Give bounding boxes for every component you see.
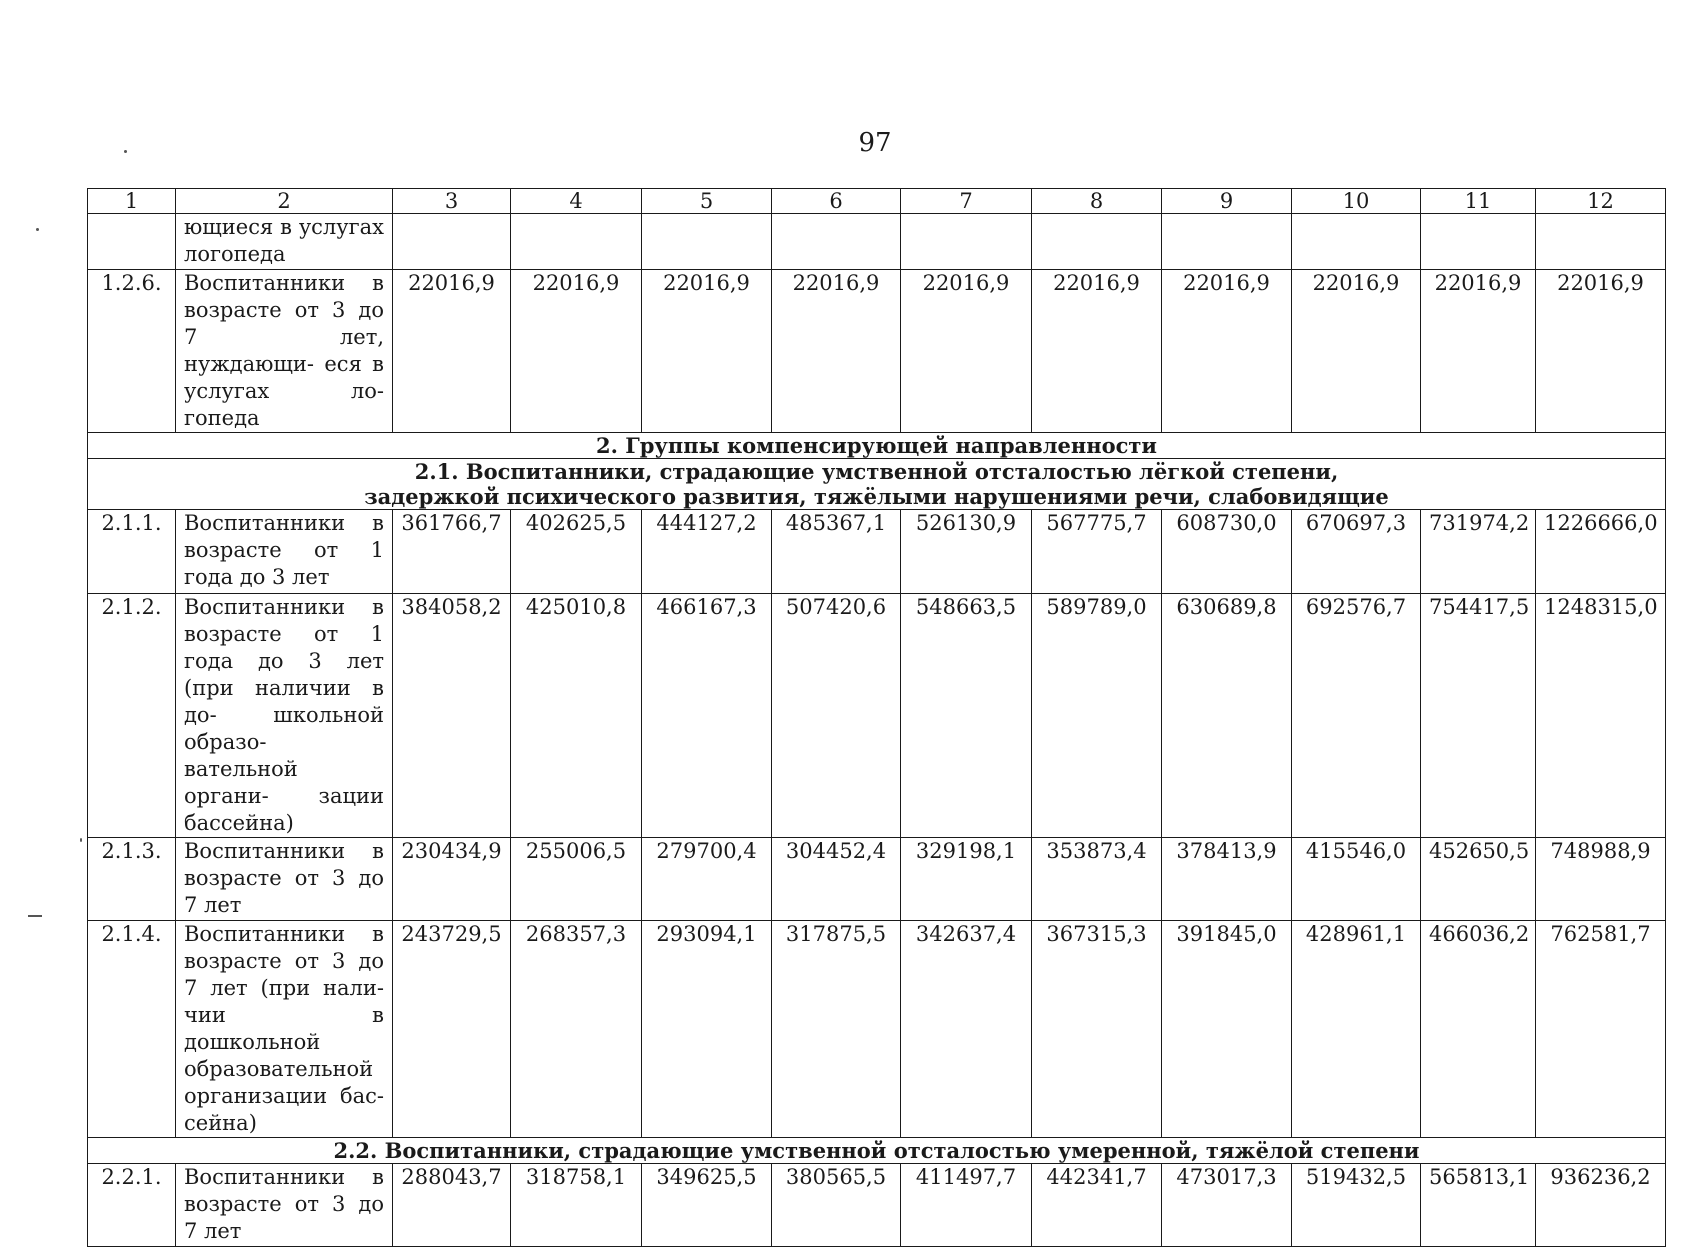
row-value: 22016,9 — [1292, 270, 1421, 433]
column-number-header: 7 — [901, 189, 1032, 214]
row-value: 22016,9 — [1421, 270, 1536, 433]
row-value: 630689,8 — [1162, 594, 1292, 838]
table-row-2-1-2 — [88, 594, 1666, 838]
row-value: 22016,9 — [1162, 270, 1292, 433]
row-description: ющиеся в услугах логопеда — [176, 214, 393, 270]
section-heading-2-1-line-2: задержкой психического развития, тяжёлыми нарушениями речи, слабовидящие — [364, 484, 1389, 509]
row-description: Воспитанники в возрасте от 3 до 7 лет (при нали- чии в дошкольной образовательной организации бас- сейна) — [176, 921, 393, 1138]
row-value: 378413,9 — [1162, 838, 1292, 921]
row-value: 507420,6 — [772, 594, 901, 838]
column-number-header: 1 — [88, 189, 176, 214]
row-value: 349625,5 — [642, 1164, 772, 1247]
scan-speck — [80, 838, 82, 842]
row-value: 567775,7 — [1032, 510, 1162, 594]
table-row-1-2-6 — [88, 270, 1666, 433]
row-value: 1248315,0 — [1536, 594, 1666, 838]
row-value: 288043,7 — [393, 1164, 511, 1247]
row-value: 255006,5 — [511, 838, 642, 921]
column-number-header: 12 — [1536, 189, 1666, 214]
column-number-header: 10 — [1292, 189, 1421, 214]
row-value — [1032, 214, 1162, 270]
table-row-continuation — [88, 214, 1666, 270]
row-value: 367315,3 — [1032, 921, 1162, 1138]
row-value: 442341,7 — [1032, 1164, 1162, 1247]
row-value: 608730,0 — [1162, 510, 1292, 594]
row-code: 2.1.3. — [88, 838, 176, 921]
row-value: 692576,7 — [1292, 594, 1421, 838]
row-value: 1226666,0 — [1536, 510, 1666, 594]
row-code: 2.1.2. — [88, 594, 176, 838]
row-value: 342637,4 — [901, 921, 1032, 1138]
row-value: 230434,9 — [393, 838, 511, 921]
column-number-header: 3 — [393, 189, 511, 214]
row-value: 444127,2 — [642, 510, 772, 594]
row-value: 548663,5 — [901, 594, 1032, 838]
row-value: 391845,0 — [1162, 921, 1292, 1138]
row-value: 466036,2 — [1421, 921, 1536, 1138]
row-value: 22016,9 — [772, 270, 901, 433]
table-row-2-1-4 — [88, 921, 1666, 1138]
row-value: 519432,5 — [1292, 1164, 1421, 1247]
row-value: 754417,5 — [1421, 594, 1536, 838]
section-row-2 — [88, 433, 1666, 459]
row-value: 731974,2 — [1421, 510, 1536, 594]
column-number-header: 6 — [772, 189, 901, 214]
row-value: 526130,9 — [901, 510, 1032, 594]
row-value — [1421, 214, 1536, 270]
row-value — [511, 214, 642, 270]
column-number-header: 4 — [511, 189, 642, 214]
row-value: 317875,5 — [772, 921, 901, 1138]
row-value: 380565,5 — [772, 1164, 901, 1247]
row-value: 565813,1 — [1421, 1164, 1536, 1247]
row-value — [642, 214, 772, 270]
row-value — [1292, 214, 1421, 270]
row-value: 415546,0 — [1292, 838, 1421, 921]
row-value — [1536, 214, 1666, 270]
row-code — [88, 214, 176, 270]
column-number-header: 2 — [176, 189, 393, 214]
row-value: 304452,4 — [772, 838, 901, 921]
row-description: Воспитанники в возрасте от 3 до 7 лет — [176, 1164, 393, 1247]
table-row-2-1-3 — [88, 838, 1666, 921]
table-row-2-2-1 — [88, 1164, 1666, 1247]
tariff-table — [87, 188, 1666, 1247]
row-value — [393, 214, 511, 270]
row-value: 22016,9 — [393, 270, 511, 433]
row-code: 1.2.6. — [88, 270, 176, 433]
column-number-header: 11 — [1421, 189, 1536, 214]
row-code: 2.1.4. — [88, 921, 176, 1138]
section-heading-2: 2. Группы компенсирующей направленности — [88, 433, 1666, 459]
row-value: 243729,5 — [393, 921, 511, 1138]
row-value: 402625,5 — [511, 510, 642, 594]
row-value: 384058,2 — [393, 594, 511, 838]
row-value: 353873,4 — [1032, 838, 1162, 921]
section-heading-2-1 — [88, 459, 1666, 510]
row-description: Воспитанники в возрасте от 3 до 7 лет, нуждающи- еся в услугах ло- гопеда — [176, 270, 393, 433]
row-value: 22016,9 — [511, 270, 642, 433]
row-value: 428961,1 — [1292, 921, 1421, 1138]
row-value: 22016,9 — [1032, 270, 1162, 433]
table-row-2-1-1 — [88, 510, 1666, 594]
row-value: 485367,1 — [772, 510, 901, 594]
scan-speck — [28, 915, 42, 917]
section-row-2-2 — [88, 1138, 1666, 1164]
row-value: 762581,7 — [1536, 921, 1666, 1138]
row-value: 329198,1 — [901, 838, 1032, 921]
row-value: 452650,5 — [1421, 838, 1536, 921]
section-heading-2-1-line-1: 2.1. Воспитанники, страдающие умственной отсталостью лёгкой степени, — [414, 459, 1339, 484]
row-value: 473017,3 — [1162, 1164, 1292, 1247]
row-value: 279700,4 — [642, 838, 772, 921]
row-value: 22016,9 — [1536, 270, 1666, 433]
row-value: 411497,7 — [901, 1164, 1032, 1247]
row-value — [901, 214, 1032, 270]
row-value: 361766,7 — [393, 510, 511, 594]
row-value — [1162, 214, 1292, 270]
row-description: Воспитанники в возрасте от 1 года до 3 лет (при наличии в до- школьной образо- вательной органи- зации бассейна) — [176, 594, 393, 838]
row-value: 425010,8 — [511, 594, 642, 838]
column-number-header: 5 — [642, 189, 772, 214]
page-number: 97 — [858, 128, 892, 158]
row-description: Воспитанники в возрасте от 1 года до 3 лет — [176, 510, 393, 594]
row-value: 22016,9 — [901, 270, 1032, 433]
scan-speck — [36, 228, 39, 231]
row-value: 670697,3 — [1292, 510, 1421, 594]
row-value: 748988,9 — [1536, 838, 1666, 921]
row-value: 268357,3 — [511, 921, 642, 1138]
row-description: Воспитанники в возрасте от 3 до 7 лет — [176, 838, 393, 921]
section-row-2-1 — [88, 459, 1666, 510]
row-value: 318758,1 — [511, 1164, 642, 1247]
row-value: 466167,3 — [642, 594, 772, 838]
row-value: 589789,0 — [1032, 594, 1162, 838]
row-value: 293094,1 — [642, 921, 772, 1138]
scan-speck — [124, 150, 127, 153]
row-code: 2.2.1. — [88, 1164, 176, 1247]
row-code: 2.1.1. — [88, 510, 176, 594]
column-number-header: 8 — [1032, 189, 1162, 214]
row-value: 22016,9 — [642, 270, 772, 433]
column-number-header: 9 — [1162, 189, 1292, 214]
section-heading-2-2: 2.2. Воспитанники, страдающие умственной отсталостью умеренной, тяжёлой степени — [88, 1138, 1666, 1164]
column-number-header-row — [88, 189, 1666, 214]
row-value — [772, 214, 901, 270]
row-value: 936236,2 — [1536, 1164, 1666, 1247]
